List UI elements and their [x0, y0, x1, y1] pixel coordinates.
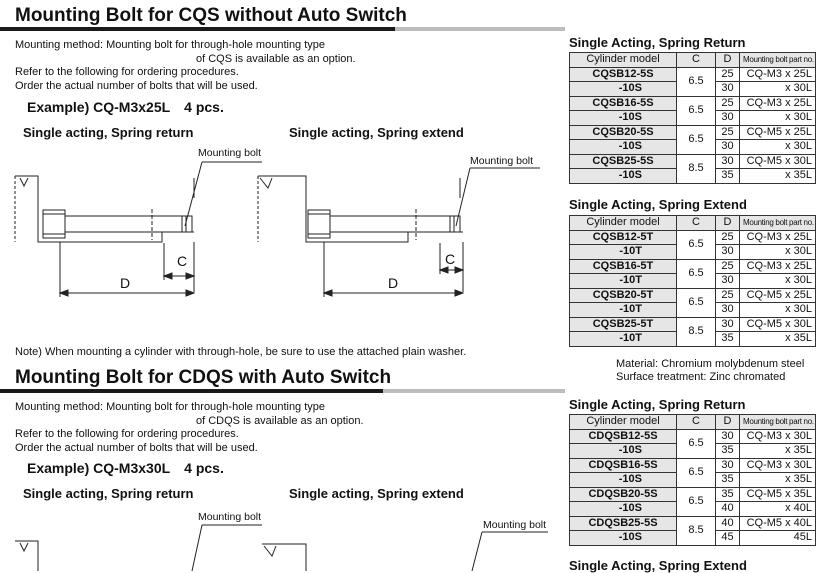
cell-d: 40	[716, 502, 740, 517]
cell-part: x 30L	[740, 274, 816, 289]
cell-part: CQ-M3 x 25L	[740, 96, 816, 111]
cell-part: CQ-M3 x 25L	[740, 230, 816, 245]
cell-d: 25	[716, 125, 740, 140]
cell-d: 30	[716, 317, 740, 332]
method-text	[15, 39, 555, 93]
cell-c: 6.5	[677, 96, 716, 125]
section-title-cqs: Mounting Bolt for CQS without Auto Switch	[15, 5, 407, 26]
dim-c-1: C	[177, 253, 188, 269]
cell-part: x 30L	[740, 140, 816, 155]
cell-d: 30	[716, 140, 740, 155]
cell-c: 6.5	[677, 125, 716, 154]
title-rule	[0, 27, 565, 31]
method-line-2: of CDQS is available as an option.	[196, 414, 364, 427]
cell-model: CDQSB16-5S	[570, 458, 677, 473]
cell-c: 6.5	[677, 487, 716, 516]
cell-d: 35	[716, 332, 740, 347]
cell-part: CQ-M3 x 25L	[740, 259, 816, 274]
cell-d: 30	[716, 429, 740, 444]
example-code	[27, 99, 224, 115]
cell-model: CQSB25-5T	[570, 317, 677, 332]
cell-part: x 35L	[740, 473, 816, 488]
cell-model: CDQSB20-5S	[570, 487, 677, 502]
cell-model: CQSB12-5T	[570, 230, 677, 245]
cell-model: CQSB25-5S	[570, 154, 677, 169]
cell-model-sub: -10T	[570, 274, 677, 289]
example-code-text: Example) CQ-M3x30L	[27, 460, 171, 476]
cell-d: 40	[716, 516, 740, 531]
table-row	[570, 288, 816, 303]
cell-d: 30	[716, 111, 740, 126]
dim-d-2: D	[388, 275, 399, 291]
example-code-text: Example) CQ-M3x25L	[27, 99, 171, 115]
header-part: Mounting bolt part no.	[740, 216, 816, 231]
cell-d: 30	[716, 274, 740, 289]
spec-table-2	[569, 215, 816, 347]
header-model: Cylinder model	[570, 415, 677, 430]
bolt-diagram-extend	[248, 142, 548, 304]
cell-part: CQ-M3 x 30L	[740, 429, 816, 444]
table-row	[570, 96, 816, 111]
surface-text: Surface treatment: Zinc chromated	[616, 371, 786, 383]
cell-part: CQ-M5 x 35L	[740, 487, 816, 502]
bolt-diagram-return	[12, 142, 274, 304]
cell-part: x 35L	[740, 332, 816, 347]
cell-d: 30	[716, 245, 740, 260]
bolt-diagram-extend-2	[256, 512, 552, 571]
cell-d: 30	[716, 458, 740, 473]
label-spring-return: Single acting, Spring return	[23, 125, 194, 140]
header-c: C	[677, 53, 716, 68]
cell-model-sub: -10S	[570, 82, 677, 97]
cell-d: 25	[716, 96, 740, 111]
cell-model-sub: -10S	[570, 140, 677, 155]
section-title-cdqs: Mounting Bolt for CDQS with Auto Switch	[15, 367, 392, 388]
cell-d: 35	[716, 169, 740, 184]
cell-part: x 35L	[740, 169, 816, 184]
cell-model: CDQSB25-5S	[570, 516, 677, 531]
cell-model: CQSB16-5S	[570, 96, 677, 111]
table-header-row	[570, 216, 816, 231]
spec-table-1	[569, 52, 816, 184]
cell-part: x 40L	[740, 502, 816, 517]
header-d: D	[716, 415, 740, 430]
cell-c: 6.5	[677, 458, 716, 487]
cell-model-sub: -10S	[570, 444, 677, 459]
cell-d: 30	[716, 154, 740, 169]
table-row	[570, 429, 816, 444]
label-spring-return-2: Single acting, Spring return	[23, 486, 194, 501]
table-row	[570, 67, 816, 82]
table-row	[570, 458, 816, 473]
table-row	[570, 154, 816, 169]
cell-model: CQSB20-5T	[570, 288, 677, 303]
order-line: Order the actual number of bolts that will be used.	[15, 79, 258, 92]
dim-d-1: D	[120, 275, 131, 291]
cell-c: 6.5	[677, 67, 716, 96]
cell-c: 8.5	[677, 154, 716, 183]
cell-d: 25	[716, 67, 740, 82]
cell-model-sub: -10S	[570, 502, 677, 517]
cell-model-sub: -10T	[570, 332, 677, 347]
header-model: Cylinder model	[570, 216, 677, 231]
example-qty: 4 pcs.	[184, 460, 224, 476]
cell-d: 35	[716, 444, 740, 459]
bolt-label-2: Mounting bolt	[470, 155, 534, 167]
spec-table-3	[569, 414, 816, 546]
cell-part: 45L	[740, 531, 816, 546]
cell-d: 35	[716, 473, 740, 488]
cell-model: CQSB20-5S	[570, 125, 677, 140]
material-text: Material: Chromium molybdenum steel	[616, 358, 805, 370]
bolt-label-4: Mounting bolt	[483, 519, 547, 531]
table-title-1: Single Acting, Spring Return	[569, 35, 746, 50]
cell-model: CDQSB12-5S	[570, 429, 677, 444]
label-spring-extend-2: Single acting, Spring extend	[289, 486, 464, 501]
cell-model-sub: -10T	[570, 245, 677, 260]
bolt-label-3: Mounting bolt	[198, 511, 262, 523]
cell-part: CQ-M5 x 30L	[740, 317, 816, 332]
table-row	[570, 317, 816, 332]
refer-line: Refer to the following for ordering procedures.	[15, 428, 239, 440]
table-row	[570, 259, 816, 274]
material-note	[616, 358, 804, 384]
cell-part: x 30L	[740, 111, 816, 126]
bolt-label-1: Mounting bolt	[198, 147, 262, 159]
cell-c: 6.5	[677, 429, 716, 458]
example-qty: 4 pcs.	[184, 99, 224, 115]
method-text-2	[15, 401, 555, 455]
bolt-diagram-return-2	[12, 505, 274, 571]
title-rule-2	[0, 389, 565, 393]
cell-model-sub: -10S	[570, 111, 677, 126]
example-code-2	[27, 460, 224, 476]
dim-c-2: C	[445, 251, 456, 267]
table-title-2: Single Acting, Spring Extend	[569, 197, 747, 212]
header-d: D	[716, 53, 740, 68]
cell-model-sub: -10S	[570, 169, 677, 184]
header-part: Mounting bolt part no.	[740, 415, 816, 430]
cell-model-sub: -10S	[570, 531, 677, 546]
refer-line: Refer to the following for ordering procedures.	[15, 66, 239, 78]
cell-part: x 30L	[740, 303, 816, 318]
cell-d: 30	[716, 303, 740, 318]
header-c: C	[677, 216, 716, 231]
header-c: C	[677, 415, 716, 430]
label-spring-extend: Single acting, Spring extend	[289, 125, 464, 140]
cell-part: x 30L	[740, 245, 816, 260]
order-line: Order the actual number of bolts that will be used.	[15, 441, 258, 454]
header-d: D	[716, 216, 740, 231]
cell-part: CQ-M5 x 25L	[740, 288, 816, 303]
cell-part: CQ-M5 x 30L	[740, 154, 816, 169]
cell-d: 25	[716, 230, 740, 245]
table-row	[570, 516, 816, 531]
table-title-3: Single Acting, Spring Return	[569, 397, 746, 412]
method-line-1: Mounting method: Mounting bolt for through-hole mounting type	[15, 401, 326, 413]
cell-c: 8.5	[677, 317, 716, 346]
table-header-row	[570, 415, 816, 430]
method-line-1: Mounting method: Mounting bolt for through-hole mounting type	[15, 39, 326, 51]
table-row	[570, 230, 816, 245]
table-header-row	[570, 53, 816, 68]
cell-d: 25	[716, 288, 740, 303]
cell-d: 35	[716, 487, 740, 502]
method-line-2: of CQS is available as an option.	[196, 52, 356, 65]
cell-part: CQ-M5 x 40L	[740, 516, 816, 531]
cell-model: CQSB12-5S	[570, 67, 677, 82]
cell-d: 30	[716, 82, 740, 97]
table-row	[570, 487, 816, 502]
cell-d: 45	[716, 531, 740, 546]
cell-c: 8.5	[677, 516, 716, 545]
cell-c: 6.5	[677, 288, 716, 317]
cell-model-sub: -10T	[570, 303, 677, 318]
cell-model: CQSB16-5T	[570, 259, 677, 274]
cell-c: 6.5	[677, 259, 716, 288]
table-title-4: Single Acting, Spring Extend	[569, 558, 747, 573]
washer-note: Note) When mounting a cylinder with through-hole, be sure to use the attached plain washer.	[15, 346, 467, 358]
cell-part: CQ-M5 x 25L	[740, 125, 816, 140]
header-model: Cylinder model	[570, 53, 677, 68]
cell-part: x 30L	[740, 82, 816, 97]
table-row	[570, 125, 816, 140]
cell-part: CQ-M3 x 30L	[740, 458, 816, 473]
header-part: Mounting bolt part no.	[740, 53, 816, 68]
cell-c: 6.5	[677, 230, 716, 259]
cell-model-sub: -10S	[570, 473, 677, 488]
cell-part: CQ-M3 x 25L	[740, 67, 816, 82]
cell-d: 25	[716, 259, 740, 274]
cell-part: x 35L	[740, 444, 816, 459]
